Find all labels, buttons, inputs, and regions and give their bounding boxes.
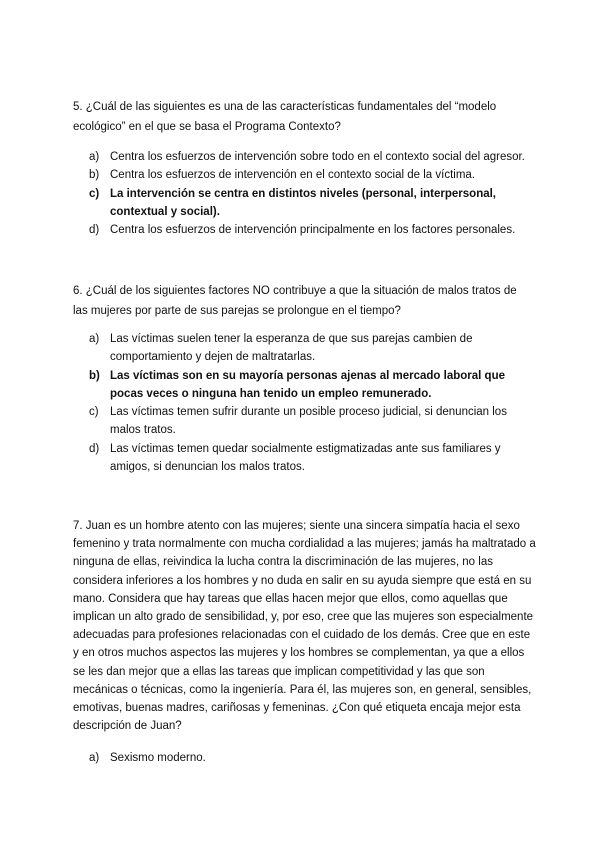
option-letter: d): [89, 224, 100, 237]
option-text: La intervención se centra en distintos niveles (personal, interpersonal, contextual y social).: [110, 187, 497, 218]
option-text: Sexismo moderno.: [110, 752, 206, 764]
question-6-option-b-correct: [89, 367, 539, 404]
question-5-options: [89, 148, 539, 239]
question-6-text: 6. ¿Cuál de los siguientes factores NO contribuye a que la situación de malos tratos de las mujeres por parte de sus parejas se prolongue en el tiempo?: [73, 285, 517, 317]
option-letter: c): [89, 406, 99, 419]
option-letter: c): [89, 187, 100, 200]
question-7-text: 7. Juan es un hombre atento con las mujeres; siente una sincera simpatía hacia el sexo femenino y trata normalmente con mucha cordialidad a las mujeres; jamás ha maltratado a ninguna de ellas, reivindica la lucha contra la discriminación de las mujeres, no las considera inferiores a los hombres y no duda en salir en su ayuda siempre que está en su mano. Considera que hay tareas que ellas hacen mejor que ellos, como aquellas que implican un alto grado de sensibilidad, y, por eso, cree que las mujeres son especialmente adecuadas para profesiones relacionadas con el cuidado de los demás. Cree que en este y en otros muchos aspectos las mujeres y los hombres se complementan, ya que a ellos se les dan mejor que a ellas las tareas que implican competitividad y las que son mecánicas o técnicas, como la ingeniería. Para él, las mujeres son, en general, sensibles, emotivas, buenas madres, cariñosas y femeninas. ¿Con qué etiqueta encaja mejor esta descripción de Juan?: [73, 520, 536, 733]
option-letter: b): [89, 369, 100, 382]
question-5-option-b: [89, 166, 539, 184]
question-5-option-c-correct: [89, 185, 539, 222]
question-6-option-c: [89, 403, 539, 440]
option-text: Las víctimas temen sufrir durante un posible proceso judicial, si denuncian los malos tratos.: [110, 406, 507, 437]
question-5-option-d: [89, 221, 539, 239]
question-5-text: 5. ¿Cuál de las siguientes es una de las características fundamentales del “modelo ecológico” en el que se basa el Programa Contexto?: [73, 101, 497, 133]
option-text: Las víctimas son en su mayoría personas ajenas al mercado laboral que pocas veces o ninguna han tenido un empleo remunerado.: [110, 369, 505, 400]
question-7-option-a: [89, 749, 539, 767]
question-5-option-a: [89, 148, 539, 166]
option-letter: a): [89, 333, 100, 345]
option-text: Las víctimas temen quedar socialmente estigmatizadas ante sus familiares y amigos, si denuncian los malos tratos.: [110, 442, 501, 474]
question-6-option-d: [89, 440, 539, 477]
question-7-options: [89, 749, 539, 767]
option-letter: a): [89, 151, 100, 163]
option-letter: a): [89, 752, 100, 764]
question-6-option-a: [89, 330, 539, 367]
option-letter: b): [89, 169, 100, 182]
question-6-options: [89, 330, 539, 476]
option-text: Centra los esfuerzos de intervención en el contexto social de la víctima.: [110, 169, 475, 182]
option-text: Centra los esfuerzos de intervención sobre todo en el contexto social del agresor.: [110, 151, 525, 163]
option-text: Las víctimas suelen tener la esperanza de que sus parejas cambien de comportamiento y dejen de maltratarlas.: [110, 333, 473, 364]
option-text: Centra los esfuerzos de intervención principalmente en los factores personales.: [110, 224, 516, 237]
option-letter: d): [89, 442, 100, 455]
